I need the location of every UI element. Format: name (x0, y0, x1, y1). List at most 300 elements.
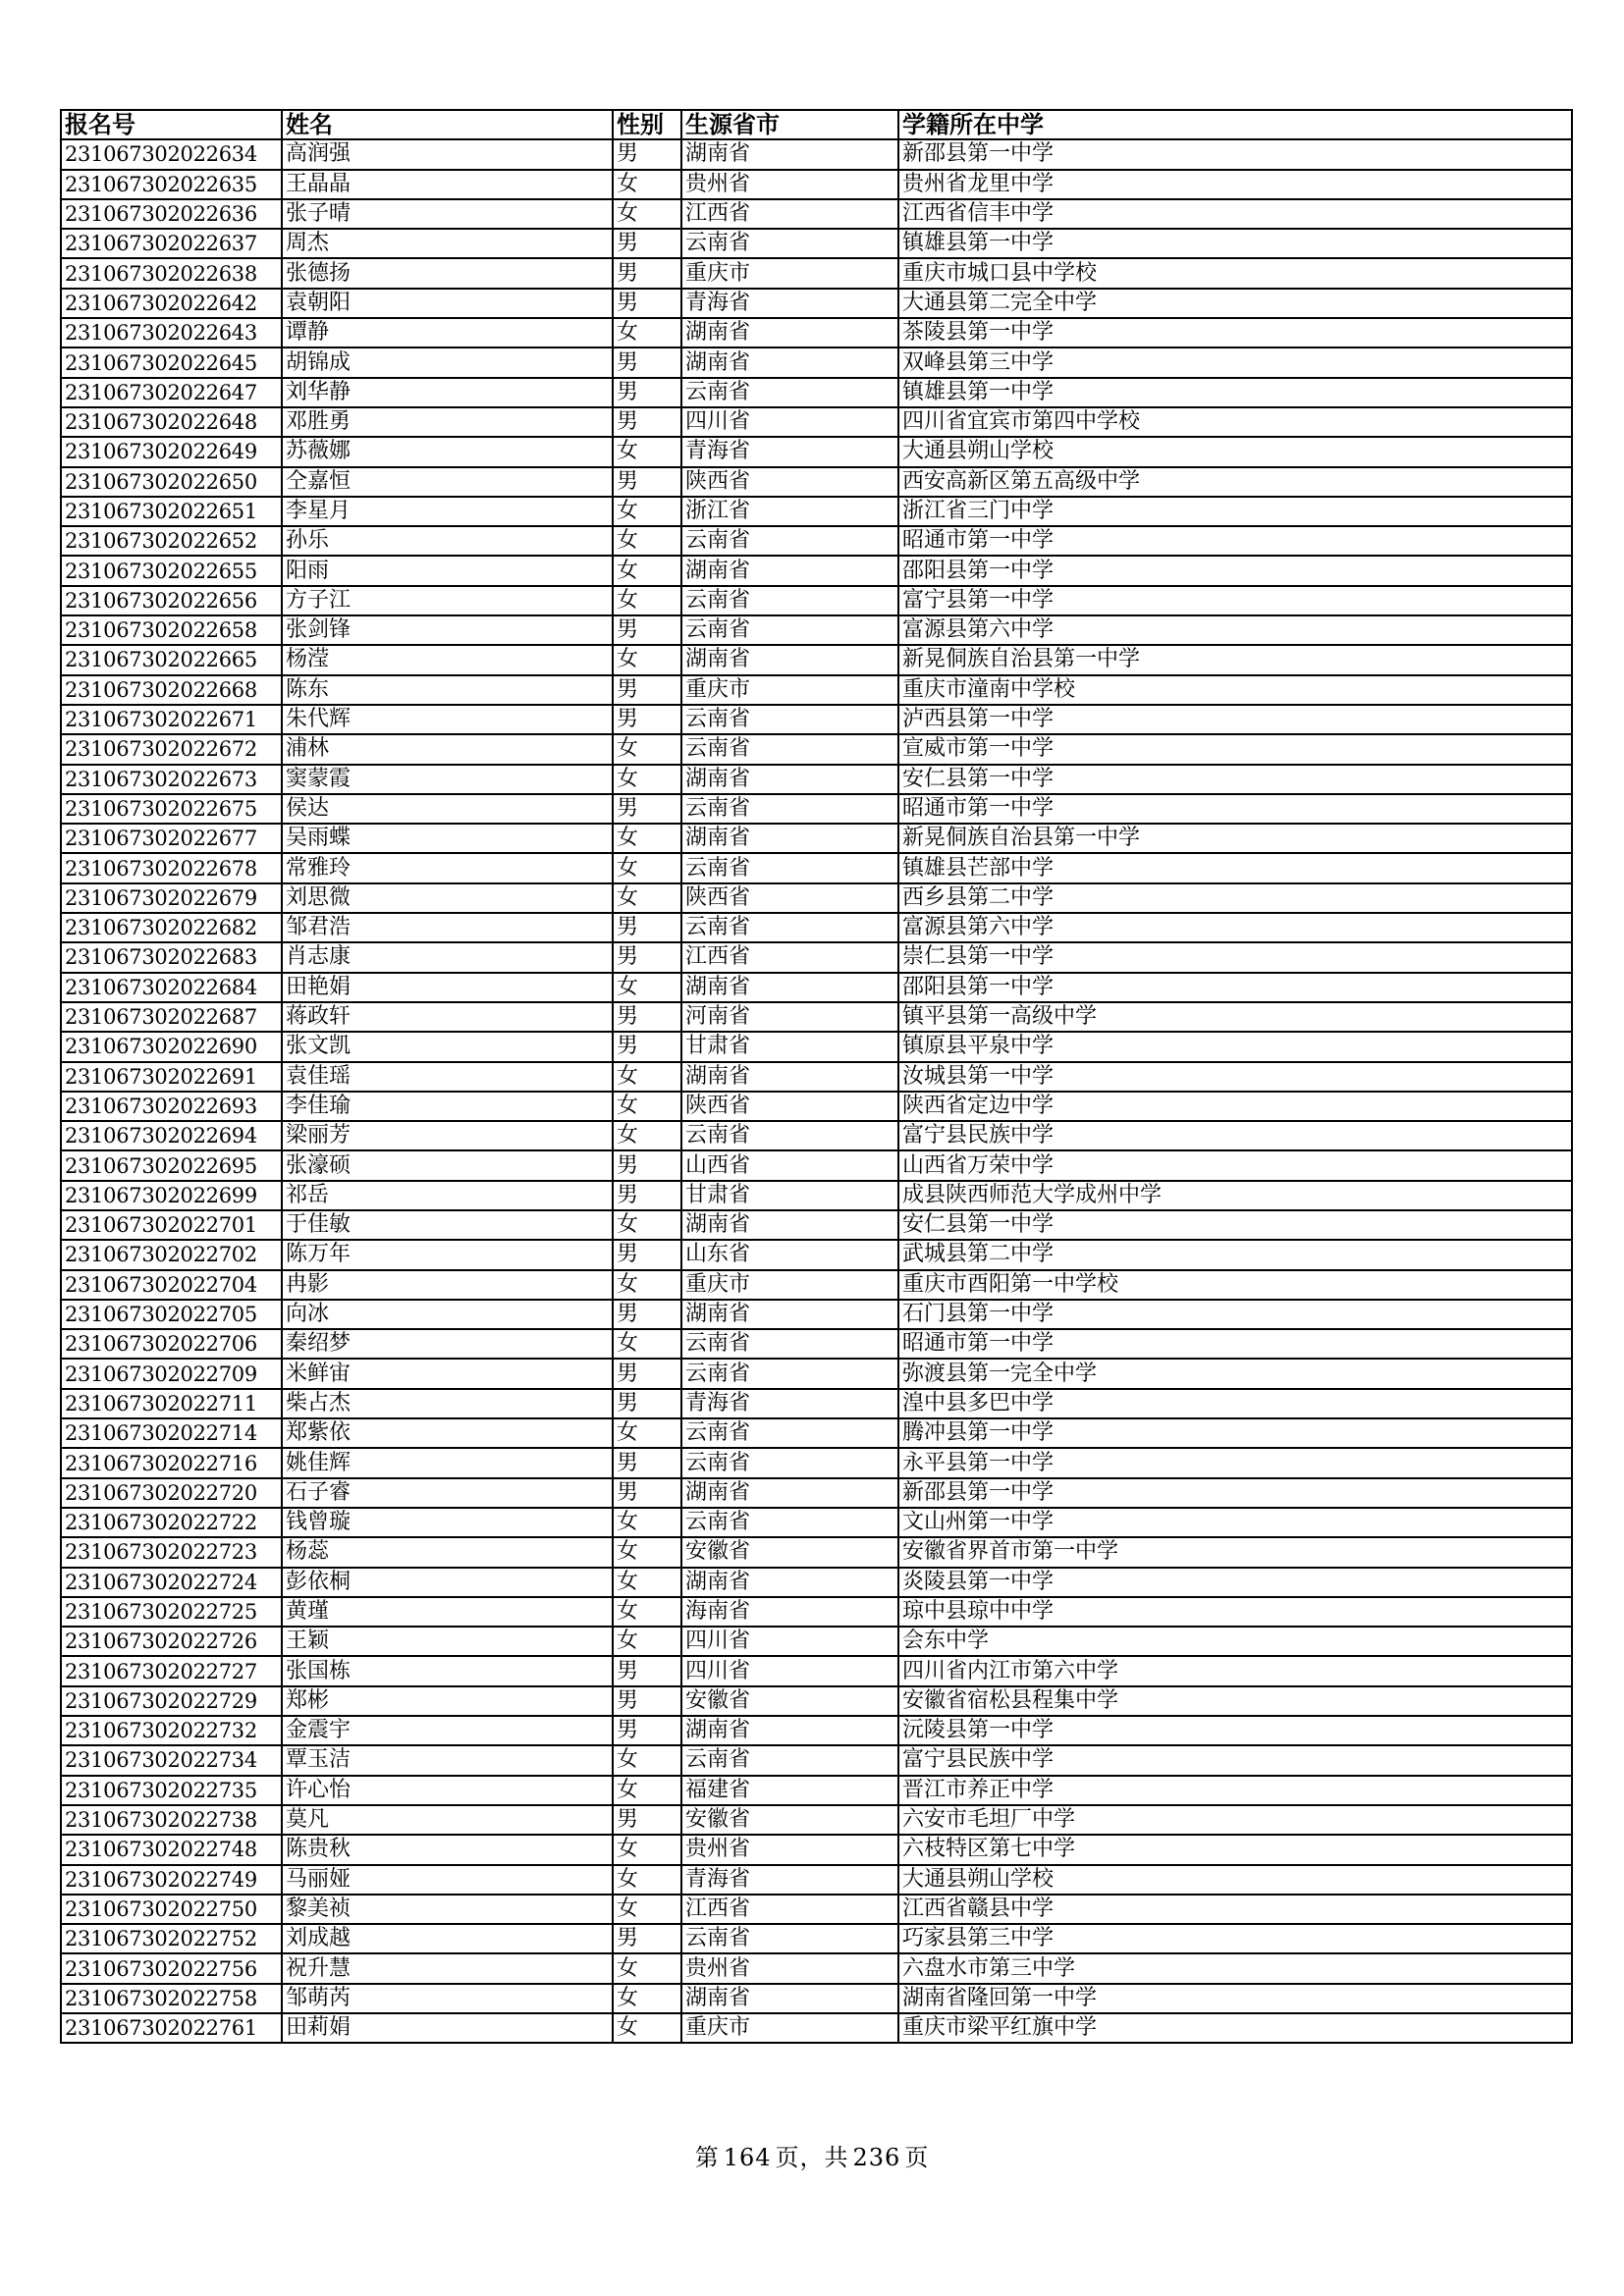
cell-registration-number: 231067302022704 (61, 1270, 282, 1300)
cell-school: 成县陕西师范大学成州中学 (898, 1181, 1572, 1210)
cell-registration-number: 231067302022634 (61, 139, 282, 169)
cell-gender: 男 (613, 1389, 681, 1418)
cell-gender: 男 (613, 229, 681, 258)
cell-registration-number: 231067302022650 (61, 467, 282, 497)
cell-school: 四川省宜宾市第四中学校 (898, 407, 1572, 437)
cell-name: 蒋政轩 (282, 1002, 613, 1032)
table-row (61, 1150, 1572, 1180)
cell-source-province: 湖南省 (681, 1984, 898, 2013)
cell-school: 江西省信丰中学 (898, 199, 1572, 229)
table-row (61, 645, 1572, 674)
table-row (61, 1984, 1572, 2013)
cell-registration-number: 231067302022693 (61, 1092, 282, 1121)
cell-name: 周杰 (282, 229, 613, 258)
cell-registration-number: 231067302022687 (61, 1002, 282, 1032)
cell-source-province: 云南省 (681, 586, 898, 615)
cell-registration-number: 231067302022756 (61, 1953, 282, 1983)
cell-registration-number: 231067302022637 (61, 229, 282, 258)
cell-name: 张国栋 (282, 1656, 613, 1685)
cell-name: 邹君浩 (282, 913, 613, 942)
cell-source-province: 云南省 (681, 1121, 898, 1150)
cell-gender: 男 (613, 1448, 681, 1477)
table-row (61, 1389, 1572, 1418)
cell-registration-number: 231067302022636 (61, 199, 282, 229)
cell-registration-number: 231067302022748 (61, 1835, 282, 1864)
cell-source-province: 云南省 (681, 1359, 898, 1388)
table-body (61, 139, 1572, 2043)
cell-school: 新晃侗族自治县第一中学 (898, 645, 1572, 674)
cell-registration-number: 231067302022749 (61, 1865, 282, 1895)
cell-registration-number: 231067302022716 (61, 1448, 282, 1477)
cell-registration-number: 231067302022705 (61, 1300, 282, 1329)
table-row (61, 1597, 1572, 1627)
cell-name: 祝升慧 (282, 1953, 613, 1983)
cell-source-province: 山西省 (681, 1150, 898, 1180)
cell-gender: 男 (613, 407, 681, 437)
cell-name: 梁丽芳 (282, 1121, 613, 1150)
cell-registration-number: 231067302022701 (61, 1210, 282, 1240)
cell-gender: 男 (613, 378, 681, 407)
cell-gender: 男 (613, 1300, 681, 1329)
cell-school: 贵州省龙里中学 (898, 170, 1572, 199)
cell-source-province: 山东省 (681, 1240, 898, 1269)
cell-name: 彭依桐 (282, 1568, 613, 1597)
cell-gender: 女 (613, 2013, 681, 2043)
table-row (61, 1895, 1572, 1924)
cell-school: 西乡县第二中学 (898, 883, 1572, 913)
cell-registration-number: 231067302022656 (61, 586, 282, 615)
table-row (61, 1300, 1572, 1329)
page-footer (0, 2138, 1624, 2172)
cell-gender: 女 (613, 1835, 681, 1864)
page-label-post: 页 (904, 2144, 930, 2171)
table-row (61, 913, 1572, 942)
cell-registration-number: 231067302022651 (61, 497, 282, 526)
cell-school: 昭通市第一中学 (898, 794, 1572, 824)
cell-source-province: 湖南省 (681, 556, 898, 585)
cell-name: 杨滢 (282, 645, 613, 674)
cell-source-province: 贵州省 (681, 1953, 898, 1983)
cell-name: 方子江 (282, 586, 613, 615)
cell-source-province: 四川省 (681, 407, 898, 437)
cell-registration-number: 231067302022750 (61, 1895, 282, 1924)
table-row (61, 705, 1572, 734)
cell-gender: 女 (613, 883, 681, 913)
table-row (61, 1835, 1572, 1864)
table-row (61, 556, 1572, 585)
table-row (61, 853, 1572, 882)
cell-name: 袁朝阳 (282, 289, 613, 318)
header-registration-number: 报名号 (61, 110, 282, 139)
cell-name: 田艳娟 (282, 973, 613, 1002)
cell-source-province: 湖南省 (681, 1210, 898, 1240)
cell-school: 新邵县第一中学 (898, 139, 1572, 169)
cell-registration-number: 231067302022673 (61, 765, 282, 794)
cell-gender: 男 (613, 1924, 681, 1953)
cell-name: 黎美祯 (282, 1895, 613, 1924)
cell-registration-number: 231067302022665 (61, 645, 282, 674)
cell-gender: 女 (613, 1508, 681, 1537)
cell-registration-number: 231067302022668 (61, 675, 282, 705)
cell-registration-number: 231067302022635 (61, 170, 282, 199)
cell-name: 王颖 (282, 1627, 613, 1656)
cell-name: 陈东 (282, 675, 613, 705)
cell-registration-number: 231067302022648 (61, 407, 282, 437)
cell-name: 张濠硕 (282, 1150, 613, 1180)
header-school: 学籍所在中学 (898, 110, 1572, 139)
header-source-province: 生源省市 (681, 110, 898, 139)
table-row (61, 1329, 1572, 1359)
cell-school: 大通县第二完全中学 (898, 289, 1572, 318)
table-row (61, 1092, 1572, 1121)
cell-school: 崇仁县第一中学 (898, 942, 1572, 972)
cell-school: 六安市毛坦厂中学 (898, 1805, 1572, 1835)
admission-table (60, 109, 1573, 2044)
cell-school: 安仁县第一中学 (898, 765, 1572, 794)
cell-gender: 女 (613, 437, 681, 466)
cell-source-province: 湖南省 (681, 139, 898, 169)
cell-registration-number: 231067302022723 (61, 1537, 282, 1567)
table-row (61, 942, 1572, 972)
cell-source-province: 云南省 (681, 705, 898, 734)
cell-source-province: 云南省 (681, 526, 898, 556)
cell-registration-number: 231067302022714 (61, 1418, 282, 1448)
cell-school: 双峰县第三中学 (898, 347, 1572, 377)
cell-school: 重庆市城口县中学校 (898, 258, 1572, 288)
cell-school: 晋江市养正中学 (898, 1776, 1572, 1805)
cell-school: 湟中县多巴中学 (898, 1389, 1572, 1418)
cell-school: 宣威市第一中学 (898, 734, 1572, 764)
cell-gender: 女 (613, 645, 681, 674)
cell-gender: 女 (613, 586, 681, 615)
cell-school: 炎陵县第一中学 (898, 1568, 1572, 1597)
cell-source-province: 云南省 (681, 794, 898, 824)
table-row (61, 1448, 1572, 1477)
table-row (61, 586, 1572, 615)
cell-source-province: 青海省 (681, 1389, 898, 1418)
cell-registration-number: 231067302022722 (61, 1508, 282, 1537)
cell-source-province: 甘肃省 (681, 1181, 898, 1210)
cell-school: 富宁县第一中学 (898, 586, 1572, 615)
cell-school: 六枝特区第七中学 (898, 1835, 1572, 1864)
table-row (61, 734, 1572, 764)
cell-source-province: 云南省 (681, 1418, 898, 1448)
table-row (61, 407, 1572, 437)
cell-source-province: 云南省 (681, 853, 898, 882)
cell-school: 重庆市梁平红旗中学 (898, 2013, 1572, 2043)
cell-name: 高润强 (282, 139, 613, 169)
cell-school: 重庆市酉阳第一中学校 (898, 1270, 1572, 1300)
cell-school: 安徽省宿松县程集中学 (898, 1686, 1572, 1716)
cell-registration-number: 231067302022724 (61, 1568, 282, 1597)
cell-name: 秦绍梦 (282, 1329, 613, 1359)
cell-name: 向冰 (282, 1300, 613, 1329)
cell-source-province: 甘肃省 (681, 1032, 898, 1061)
cell-registration-number: 231067302022658 (61, 615, 282, 645)
cell-school: 永平县第一中学 (898, 1448, 1572, 1477)
table-row (61, 2013, 1572, 2043)
cell-name: 仝嘉恒 (282, 467, 613, 497)
cell-source-province: 江西省 (681, 199, 898, 229)
cell-source-province: 湖南省 (681, 973, 898, 1002)
cell-name: 阳雨 (282, 556, 613, 585)
cell-school: 泸西县第一中学 (898, 705, 1572, 734)
cell-registration-number: 231067302022675 (61, 794, 282, 824)
cell-name: 肖志康 (282, 942, 613, 972)
cell-gender: 女 (613, 1953, 681, 1983)
cell-name: 袁佳瑶 (282, 1062, 613, 1092)
cell-name: 谭静 (282, 318, 613, 347)
cell-school: 陕西省定边中学 (898, 1092, 1572, 1121)
cell-gender: 女 (613, 1121, 681, 1150)
cell-registration-number: 231067302022649 (61, 437, 282, 466)
table-row (61, 437, 1572, 466)
cell-registration-number: 231067302022720 (61, 1478, 282, 1508)
cell-source-province: 湖南省 (681, 1300, 898, 1329)
cell-school: 昭通市第一中学 (898, 1329, 1572, 1359)
cell-registration-number: 231067302022758 (61, 1984, 282, 2013)
cell-school: 沅陵县第一中学 (898, 1716, 1572, 1745)
cell-gender: 女 (613, 1537, 681, 1567)
cell-source-province: 湖南省 (681, 824, 898, 853)
cell-source-province: 江西省 (681, 1895, 898, 1924)
cell-gender: 男 (613, 1240, 681, 1269)
cell-school: 富源县第六中学 (898, 615, 1572, 645)
cell-source-province: 陕西省 (681, 467, 898, 497)
table-row (61, 1270, 1572, 1300)
cell-name: 于佳敏 (282, 1210, 613, 1240)
cell-gender: 女 (613, 1270, 681, 1300)
cell-gender: 男 (613, 258, 681, 288)
table-row (61, 1656, 1572, 1685)
cell-name: 李佳瑜 (282, 1092, 613, 1121)
table-row (61, 1537, 1572, 1567)
cell-gender: 男 (613, 467, 681, 497)
cell-gender: 男 (613, 1686, 681, 1716)
table-row (61, 467, 1572, 497)
cell-name: 覃玉洁 (282, 1745, 613, 1775)
cell-school: 汝城县第一中学 (898, 1062, 1572, 1092)
cell-registration-number: 231067302022643 (61, 318, 282, 347)
cell-registration-number: 231067302022752 (61, 1924, 282, 1953)
cell-registration-number: 231067302022711 (61, 1389, 282, 1418)
table-row (61, 258, 1572, 288)
table-row (61, 794, 1572, 824)
cell-source-province: 安徽省 (681, 1537, 898, 1567)
table-row (61, 615, 1572, 645)
table-row (61, 1062, 1572, 1092)
cell-registration-number: 231067302022682 (61, 913, 282, 942)
header-gender: 性别 (613, 110, 681, 139)
cell-source-province: 青海省 (681, 289, 898, 318)
cell-source-province: 湖南省 (681, 1568, 898, 1597)
cell-school: 文山州第一中学 (898, 1508, 1572, 1537)
cell-gender: 女 (613, 853, 681, 882)
cell-name: 吴雨蝶 (282, 824, 613, 853)
cell-source-province: 湖南省 (681, 1478, 898, 1508)
cell-name: 姚佳辉 (282, 1448, 613, 1477)
cell-name: 莫凡 (282, 1805, 613, 1835)
table-row (61, 1478, 1572, 1508)
cell-gender: 男 (613, 1716, 681, 1745)
table-row (61, 1002, 1572, 1032)
cell-source-province: 四川省 (681, 1627, 898, 1656)
cell-name: 刘成越 (282, 1924, 613, 1953)
cell-registration-number: 231067302022647 (61, 378, 282, 407)
cell-school: 安仁县第一中学 (898, 1210, 1572, 1240)
cell-gender: 女 (613, 556, 681, 585)
cell-gender: 女 (613, 1895, 681, 1924)
cell-name: 张德扬 (282, 258, 613, 288)
table-row (61, 1210, 1572, 1240)
cell-source-province: 贵州省 (681, 170, 898, 199)
cell-gender: 女 (613, 526, 681, 556)
table-row (61, 347, 1572, 377)
cell-registration-number: 231067302022638 (61, 258, 282, 288)
cell-school: 镇雄县第一中学 (898, 229, 1572, 258)
cell-registration-number: 231067302022729 (61, 1686, 282, 1716)
cell-school: 茶陵县第一中学 (898, 318, 1572, 347)
cell-name: 李星月 (282, 497, 613, 526)
cell-name: 黄瑾 (282, 1597, 613, 1627)
cell-gender: 女 (613, 973, 681, 1002)
cell-gender: 女 (613, 1062, 681, 1092)
cell-school: 邵阳县第一中学 (898, 973, 1572, 1002)
cell-name: 许心怡 (282, 1776, 613, 1805)
table-row (61, 1924, 1572, 1953)
cell-registration-number: 231067302022652 (61, 526, 282, 556)
table-row (61, 139, 1572, 169)
cell-school: 江西省赣县中学 (898, 1895, 1572, 1924)
table-row (61, 824, 1572, 853)
cell-gender: 男 (613, 705, 681, 734)
cell-gender: 男 (613, 794, 681, 824)
cell-name: 祁岳 (282, 1181, 613, 1210)
table-row (61, 1240, 1572, 1269)
cell-school: 昭通市第一中学 (898, 526, 1572, 556)
cell-registration-number: 231067302022671 (61, 705, 282, 734)
cell-school: 弥渡县第一完全中学 (898, 1359, 1572, 1388)
cell-school: 石门县第一中学 (898, 1300, 1572, 1329)
cell-name: 陈万年 (282, 1240, 613, 1269)
cell-name: 杨蕊 (282, 1537, 613, 1567)
page-label-mid: 页，共 (775, 2144, 849, 2171)
table-row (61, 497, 1572, 526)
cell-school: 会东中学 (898, 1627, 1572, 1656)
cell-source-province: 云南省 (681, 1745, 898, 1775)
cell-source-province: 重庆市 (681, 1270, 898, 1300)
table-row (61, 1627, 1572, 1656)
table-row (61, 1418, 1572, 1448)
cell-source-province: 安徽省 (681, 1805, 898, 1835)
cell-source-province: 青海省 (681, 437, 898, 466)
cell-school: 西安高新区第五高级中学 (898, 467, 1572, 497)
cell-gender: 女 (613, 1745, 681, 1775)
cell-source-province: 云南省 (681, 615, 898, 645)
cell-name: 冉影 (282, 1270, 613, 1300)
cell-name: 朱代辉 (282, 705, 613, 734)
cell-source-province: 云南省 (681, 734, 898, 764)
cell-name: 马丽娅 (282, 1865, 613, 1895)
cell-gender: 女 (613, 1865, 681, 1895)
table-row (61, 1568, 1572, 1597)
header-row (61, 110, 1572, 139)
cell-school: 大通县朔山学校 (898, 437, 1572, 466)
cell-name: 孙乐 (282, 526, 613, 556)
cell-gender: 女 (613, 1329, 681, 1359)
cell-registration-number: 231067302022645 (61, 347, 282, 377)
table-row (61, 378, 1572, 407)
cell-gender: 男 (613, 1181, 681, 1210)
cell-gender: 女 (613, 199, 681, 229)
roster-sheet (60, 109, 1573, 2044)
cell-gender: 女 (613, 1210, 681, 1240)
cell-gender: 男 (613, 139, 681, 169)
table-row (61, 1745, 1572, 1775)
table-row (61, 199, 1572, 229)
cell-gender: 女 (613, 1597, 681, 1627)
cell-registration-number: 231067302022735 (61, 1776, 282, 1805)
cell-name: 钱曾璇 (282, 1508, 613, 1537)
cell-source-province: 福建省 (681, 1776, 898, 1805)
cell-name: 石子睿 (282, 1478, 613, 1508)
cell-name: 邹萌芮 (282, 1984, 613, 2013)
table-row (61, 1032, 1572, 1061)
cell-name: 金震宇 (282, 1716, 613, 1745)
cell-source-province: 湖南省 (681, 765, 898, 794)
cell-source-province: 云南省 (681, 1329, 898, 1359)
cell-source-province: 重庆市 (681, 2013, 898, 2043)
cell-school: 镇雄县芒部中学 (898, 853, 1572, 882)
cell-source-province: 云南省 (681, 1508, 898, 1537)
table-row (61, 289, 1572, 318)
cell-registration-number: 231067302022734 (61, 1745, 282, 1775)
cell-registration-number: 231067302022738 (61, 1805, 282, 1835)
cell-school: 镇雄县第一中学 (898, 378, 1572, 407)
cell-source-province: 湖南省 (681, 347, 898, 377)
table-row (61, 170, 1572, 199)
cell-name: 郑彬 (282, 1686, 613, 1716)
cell-source-province: 湖南省 (681, 318, 898, 347)
cell-registration-number: 231067302022709 (61, 1359, 282, 1388)
cell-school: 四川省内江市第六中学 (898, 1656, 1572, 1685)
cell-school: 琼中县琼中中学 (898, 1597, 1572, 1627)
cell-name: 刘思微 (282, 883, 613, 913)
cell-gender: 男 (613, 1002, 681, 1032)
cell-gender: 女 (613, 824, 681, 853)
table-row (61, 765, 1572, 794)
cell-source-province: 青海省 (681, 1865, 898, 1895)
cell-gender: 女 (613, 1984, 681, 2013)
table-row (61, 1508, 1572, 1537)
cell-registration-number: 231067302022706 (61, 1329, 282, 1359)
cell-source-province: 重庆市 (681, 258, 898, 288)
cell-gender: 男 (613, 675, 681, 705)
page-total: 236 (852, 2144, 901, 2171)
cell-name: 张子晴 (282, 199, 613, 229)
cell-registration-number: 231067302022695 (61, 1150, 282, 1180)
cell-source-province: 安徽省 (681, 1686, 898, 1716)
cell-registration-number: 231067302022702 (61, 1240, 282, 1269)
table-row (61, 1686, 1572, 1716)
cell-gender: 女 (613, 170, 681, 199)
cell-name: 柴占杰 (282, 1389, 613, 1418)
cell-gender: 男 (613, 1150, 681, 1180)
table-row (61, 883, 1572, 913)
cell-gender: 男 (613, 1032, 681, 1061)
table-row (61, 1953, 1572, 1983)
cell-school: 镇原县平泉中学 (898, 1032, 1572, 1061)
